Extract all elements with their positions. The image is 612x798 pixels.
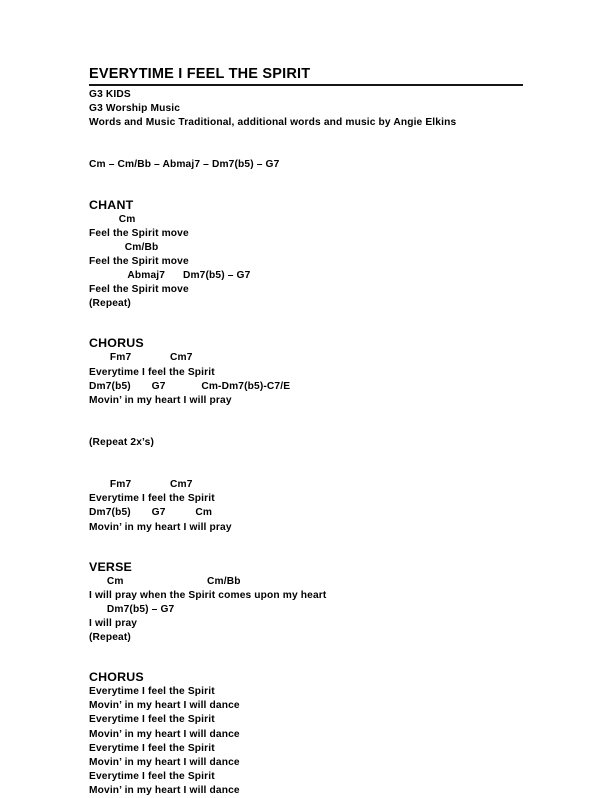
section-chorus-first (89, 335, 549, 534)
title-divider (89, 84, 523, 86)
section-heading: VERSE (89, 559, 133, 574)
chord-line: Cm/Bb (89, 241, 159, 253)
lyric-line: Movin’ in my heart I will dance (89, 784, 240, 796)
spacer (89, 187, 549, 197)
credit-line-publisher: G3 Worship Music (89, 103, 181, 115)
key-progression-line: Cm – Cm/Bb – Abmaj7 – Dm7(b5) – G7 (89, 159, 280, 171)
lyric-line: Feel the Spirit move (89, 284, 189, 296)
document-body (89, 66, 549, 798)
credit-line-authorship: Words and Music Traditional, additional words and music by Angie Elkins (89, 117, 457, 129)
lyric-line: Movin’ in my heart I will dance (89, 700, 240, 712)
lyric-line: I will pray when the Spirit comes upon my heart (89, 589, 327, 601)
lyric-line: Everytime I feel the Spirit (89, 742, 215, 754)
lyric-line: Movin’ in my heart I will pray (89, 394, 232, 406)
spacer (89, 535, 549, 549)
lyric-line: Feel the Spirit move (89, 255, 189, 267)
chord-line: Dm7(b5) G7 Cm (89, 507, 213, 519)
lyric-line: Feel the Spirit move (89, 227, 189, 239)
spacer (89, 450, 549, 464)
spacer (89, 144, 549, 158)
section-chorus-final (89, 669, 549, 798)
lyric-line: Everytime I feel the Spirit (89, 714, 215, 726)
section-heading: CHORUS (89, 670, 144, 685)
repeat-marker: (Repeat) (89, 632, 131, 644)
chord-line: Fm7 Cm7 (89, 479, 193, 491)
lyric-line: Movin’ in my heart I will dance (89, 728, 240, 740)
credit-line-artist: G3 KIDS (89, 89, 131, 100)
spacer (89, 645, 549, 659)
spacer (89, 659, 549, 669)
spacer (89, 311, 549, 325)
lyric-line: Everytime I feel the Spirit (89, 493, 215, 505)
section-heading: CHORUS (89, 336, 144, 351)
spacer (89, 549, 549, 559)
lyric-line: Movin’ in my heart I will pray (89, 521, 232, 533)
page-title: EVERYTIME I FEEL THE SPIRIT (89, 66, 311, 82)
section-verse (89, 559, 549, 645)
spacer (89, 464, 549, 478)
lyric-line: Movin’ in my heart I will dance (89, 756, 240, 768)
chord-line: Dm7(b5) – G7 (89, 603, 175, 615)
chord-line: Cm Cm/Bb (89, 575, 241, 587)
lyric-line: Everytime I feel the Spirit (89, 366, 215, 378)
lyric-line: Everytime I feel the Spirit (89, 770, 215, 782)
chord-line: Dm7(b5) G7 Cm-Dm7(b5)-C7/E (89, 380, 291, 392)
credits-block (89, 88, 549, 130)
spacer (89, 422, 549, 436)
section-chant (89, 197, 549, 312)
repeat-marker: (Repeat 2x’s) (89, 436, 154, 448)
lyric-line: I will pray (89, 618, 138, 629)
repeat-marker: (Repeat) (89, 298, 131, 310)
lyric-line: Everytime I feel the Spirit (89, 686, 215, 698)
chord-line: Fm7 Cm7 (89, 352, 193, 364)
section-heading: CHANT (89, 197, 134, 212)
chord-line: Cm (89, 213, 136, 225)
spacer (89, 130, 549, 144)
spacer (89, 325, 549, 335)
spacer (89, 173, 549, 187)
chord-line: Abmaj7 Dm7(b5) – G7 (89, 270, 251, 282)
spacer (89, 408, 549, 422)
